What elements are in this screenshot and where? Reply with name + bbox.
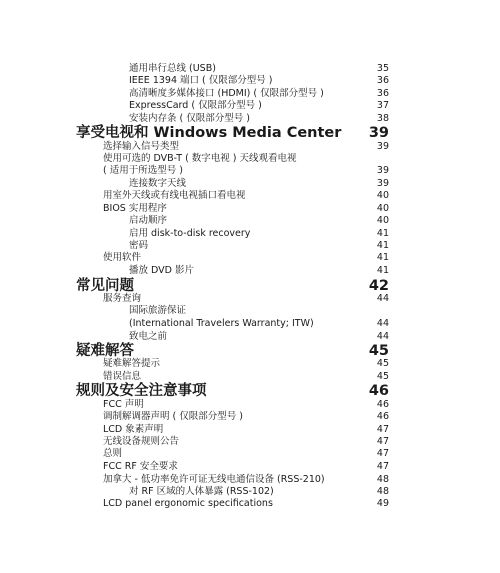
toc-entry-page: 39 bbox=[376, 178, 389, 189]
toc-entry-title: 调制解调器声明 ( 仅限部分型号 ) bbox=[103, 411, 243, 422]
toc-entry-page: 47 bbox=[376, 424, 389, 435]
toc-entry-page: 39 bbox=[376, 165, 389, 176]
toc-entry bbox=[0, 189, 500, 203]
toc-entry-page: 36 bbox=[376, 88, 389, 99]
toc-entry-title: 密码 bbox=[129, 240, 149, 251]
toc-entry-page: 46 bbox=[368, 383, 389, 399]
toc-entry-page: 39 bbox=[368, 125, 389, 141]
toc-entry-title: 选择输入信号类型 bbox=[103, 141, 180, 152]
toc-entry-page: 47 bbox=[376, 448, 389, 459]
toc-entry bbox=[0, 214, 500, 228]
toc-entry-title: 用室外天线或有线电视插口看电视 bbox=[103, 190, 246, 201]
toc-entry-title: 服务查询 bbox=[103, 293, 142, 304]
toc-entry-page: 49 bbox=[376, 498, 389, 509]
toc-entry-page: 35 bbox=[376, 63, 389, 74]
toc-entry bbox=[0, 410, 500, 424]
toc-entry-page: 44 bbox=[376, 331, 389, 342]
toc-entry-title: 总则 bbox=[103, 448, 123, 459]
toc-entry-title: 高清晰度多媒体接口 (HDMI) ( 仅限部分型号 ) bbox=[129, 88, 324, 99]
toc-entry-page: 41 bbox=[376, 252, 389, 263]
toc-entry-page: 40 bbox=[376, 215, 389, 226]
toc-entry bbox=[0, 357, 500, 371]
toc-entry-page: 37 bbox=[376, 100, 389, 111]
toc-entry-page: 41 bbox=[376, 265, 389, 276]
toc-entry-title: 规则及安全注意事项 bbox=[76, 383, 207, 399]
toc-entry-title: ExpressCard ( 仅限部分型号 ) bbox=[129, 100, 262, 111]
toc-entry-title: LCD panel ergonomic specifications bbox=[103, 498, 273, 509]
toc-entry-page: 36 bbox=[376, 75, 389, 86]
toc-entry-page: 45 bbox=[376, 358, 389, 369]
toc-entry-title: 常见问题 bbox=[76, 278, 134, 294]
toc-entry-title: 安装内存条 ( 仅限部分型号 ) bbox=[129, 113, 250, 124]
toc-entry-page: 48 bbox=[376, 474, 389, 485]
toc-entry-page: 47 bbox=[376, 461, 389, 472]
toc-entry-title: FCC 声明 bbox=[103, 399, 144, 410]
toc-entry-page: 40 bbox=[376, 190, 389, 201]
toc-entry-title: 播放 DVD 影片 bbox=[129, 265, 195, 276]
toc-entry-page: 39 bbox=[376, 141, 389, 152]
toc-entry bbox=[0, 317, 500, 331]
toc-entry-page: 46 bbox=[376, 411, 389, 422]
toc-entry-title: (International Travelers Warranty; ITW) bbox=[129, 318, 314, 329]
toc-entry-title: 通用串行总线 (USB) bbox=[129, 63, 216, 74]
toc-entry-page: 45 bbox=[368, 343, 389, 359]
toc-entry bbox=[0, 99, 500, 113]
toc-entry-page: 44 bbox=[376, 318, 389, 329]
toc-entry-page: 41 bbox=[376, 228, 389, 239]
toc-entry-title: 启用 disk-to-disk recovery bbox=[129, 228, 251, 239]
toc-entry-page: 48 bbox=[376, 486, 389, 497]
toc-entry-title: 致电之前 bbox=[129, 331, 168, 342]
toc-entry-page: 47 bbox=[376, 436, 389, 447]
toc-entry-title: IEEE 1394 端口 ( 仅限部分型号 ) bbox=[129, 75, 273, 86]
toc-entry bbox=[0, 251, 500, 265]
toc-entry-title: 享受电视和 Windows Media Center bbox=[76, 125, 342, 141]
toc-entry-page: 45 bbox=[376, 371, 389, 382]
toc-entry-title: ( 适用于所选型号 ) bbox=[103, 165, 183, 176]
toc-entry bbox=[0, 447, 500, 461]
toc-entry-page: 38 bbox=[376, 113, 389, 124]
toc-entry-page: 41 bbox=[376, 240, 389, 251]
toc-entry-page: 46 bbox=[376, 399, 389, 410]
toc-entry bbox=[0, 497, 500, 511]
toc-entry-title: 错误信息 bbox=[103, 371, 142, 382]
toc-entry bbox=[0, 460, 500, 474]
toc-entry bbox=[0, 304, 500, 318]
toc-entry bbox=[0, 74, 500, 88]
toc-entry-title: 使用可选的 DVB-T ( 数字电视 ) 天线观看电视 bbox=[103, 153, 297, 164]
toc-entry-title: FCC RF 安全要求 bbox=[103, 461, 178, 472]
toc-entry-page: 42 bbox=[368, 278, 389, 294]
toc-entry-title: 无线设备规则公告 bbox=[103, 436, 180, 447]
toc-entry-page: 40 bbox=[376, 203, 389, 214]
toc-entry-title: 国际旅游保证 bbox=[129, 305, 187, 316]
toc-entry-title: 连接数字天线 bbox=[129, 178, 187, 189]
toc-entry-page: 44 bbox=[376, 293, 389, 304]
toc-entry-title: LCD 象素声明 bbox=[103, 424, 164, 435]
toc-entry bbox=[0, 164, 500, 178]
toc-entry-title: 加拿大 - 低功率免许可证无线电通信设备 (RSS-210) bbox=[103, 474, 325, 485]
toc-entry-title: BIOS 实用程序 bbox=[103, 203, 167, 214]
toc-entry-title: 使用软件 bbox=[103, 252, 142, 263]
toc-entry-title: 疑难解答提示 bbox=[103, 358, 161, 369]
toc-entry-title: 对 RF 区域的人体暴露 (RSS-102) bbox=[129, 486, 274, 497]
toc-entry-title: 启动顺序 bbox=[129, 215, 168, 226]
toc-entry-title: 疑难解答 bbox=[76, 343, 134, 359]
